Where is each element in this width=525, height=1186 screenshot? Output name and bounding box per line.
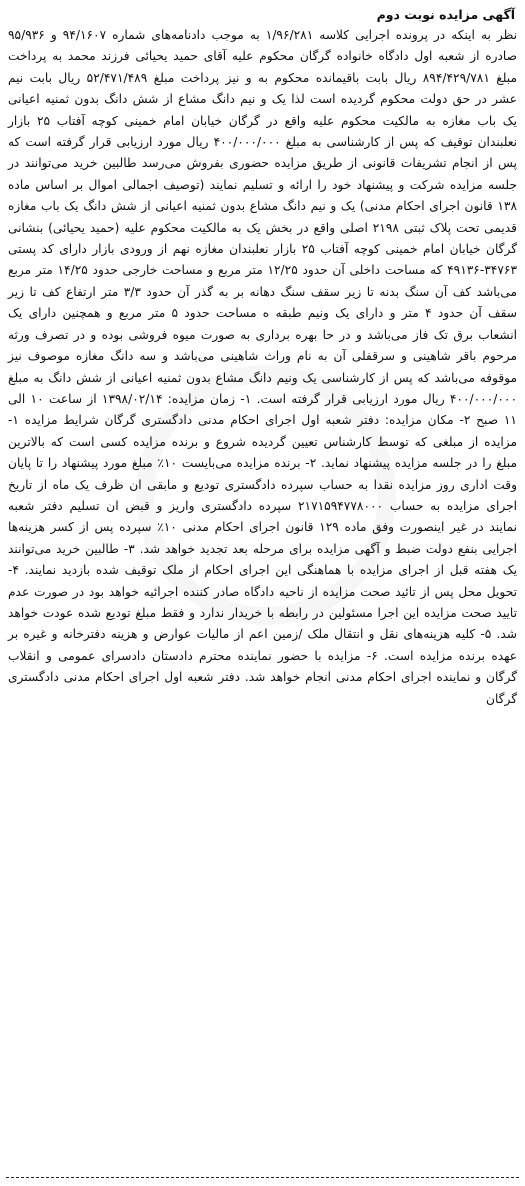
auction-notice — [6, 5, 519, 1181]
bottom-divider — [6, 1177, 519, 1178]
notice-title: آگهی مزایده نوبت دوم — [376, 7, 515, 22]
notice-body: نظر به اینکه در پرونده اجرایی کلاسه ۱/۹۶/۲۸۱ به موجب دادنامه‌های شماره ۹۴/۱۶۰۷ و ۹۵/۹۳۶ صادره از شعبه اول دادگاه خانواده گرگان محکوم علیه آقای حمید یحیائی فرزند محمد به پرداخت مبلغ ۸۹۴/۴۲۹/۷۸۱ ریال بابت باقیمانده محکوم به و نیز پرداخت مبلغ ۵۲/۴۷۱/۴۸۹ ریال بابت نیم عشر در حق دولت محکوم گردیده است لذا یک و نیم دانگ مشاع از شش دانگ بدون ثمنیه اعیانی یک باب مغازه به مالکیت محکوم علیه واقع در گرگان خیابان امام خمینی کوچه آفتاب ۲۵ بازار نعلبندان توقیف که پس از کارشناسی به مبلغ ۴۰۰/۰۰۰/۰۰۰ ریال مورد ارزیابی قرار گرفته است که پس از انجام تشریفات قانونی از طریق مزایده حضوری بفروش می‌رسد طالبین خرید می‌توانند در جلسه مزایده شرکت و پیشنهاد خود را ارائه و تسلیم نمایند (توصیف اجمالی اموال بر اساس ماده ۱۳۸ قانون اجرای احکام مدنی) یک و نیم دانگ مشاع بدون ثمنیه اعیانی از شش دانگ یک باب مغازه قدیمی تحت پلاک ثبتی ۲۱۹۸ اصلی واقع در بخش یک به مالکیت محکوم علیه (حمید یحیائی) بنشانی گرگان خیابان امام خمینی کوچه آفتاب ۲۵ بازار نعلبندان مغازه نهم از ورودی بازار دارای کد پستی ۳۴۷۶۳-۴۹۱۳۶ که مساحت داخلی آن حدود ۱۲/۲۵ متر مربع و مساحت خارجی حدود ۱۴/۲۵ متر مربع می‌باشد کف آن سنگ بدنه تا زیر سقف سنگ دهانه بر به گذر آن حدود ۳/۳ متر ارتفاع کف تا زیر سقف آن حدود ۴ متر و دارای یک ونیم طبقه ه مساحت حدود ۵ متر مربع و همچنین دارای یک انشعاب برق تک فاز می‌باشد و در حا بهره برداری به صورت میوه فروشی بوده و در تصرف ورثه مرحوم باقر شاهینی و سرقفلی آن به نام وراث شاهینی می‌باشد و سه دانگ مغازه موصوف نیز موقوفه می‌باشد که پس از کارشناسی یک ونیم دانگ مشاع بدون ثمنیه اعیانی از شش دانگ به مبلغ ۴۰۰/۰۰۰/۰۰۰ ریال مورد ارزیابی قرار گرفته است. ۱- زمان مزایده: ۱۳۹۸/۰۲/۱۴ از ساعت ۱۰ الی ۱۱ صبح ۲- مکان مزایده: دفتر شعبه اول اجرای احکام مدنی دادگستری گرگان شرایط مزایده ۱- مزایده از مبلغی که توسط کارشناس تعیین گردیده شروع و برنده مزایده کسی است که بالاترین مبلغ را در جلسه مزایده پیشنهاد نماید. ۲- برنده مزایده می‌بایست ۱۰٪ مبلغ مورد پیشنهاد را تا پایان وقت اداری روز مزایده نقدا به حساب سپرده دادگستری تودیع و مابقی ان ظرف یک ماه از تاریخ اجرای مزایده به حساب ۲۱۷۱۵۹۴۷۷۸۰۰۰ سپرده دادگستری واریز و قبض ان تسلیم دفتر شعبه نمایند در غیر اینصورت وفق ماده ۱۲۹ قانون اجرای احکام مدنی ۱۰٪ سپرده پس از کسر هزینه‌ها اجرایی بنفع دولت ضبط و آگهی مزایده برای مرحله بعد تجدید خواهد شد. ۳- طالبین خرید می‌توانند یک هفته قبل از اجرای مزایده با هماهنگی این اجرای احکام از ملک توقیف شده بازدید نمایند. ۴- تحویل محل پس از تائید صحت مزایده از ناحیه دادگاه صادر کننده اجرائیه خواهد بود در صورت عدم تایید صحت مزایده این اجرا مسئولین در رابطه با خریدار ندارد و فقط مبلغ تودیع شده عودت خواهد شد. ۵- کلیه هزینه‌های نقل و انتقال ملک /زمین اعم از مالیات عوارض و هزینه دفترخانه و غیره بر عهده برنده مزایده است. ۶- مزایده با حضور نماینده محترم دادستان دادسرای عمومی و انقلاب گرگان و نماینده اجرای احکام مدنی انجام خواهد شد. دفتر شعبه اول اجرای احکام مدنی دادگستری گرگان — [8, 28, 518, 706]
